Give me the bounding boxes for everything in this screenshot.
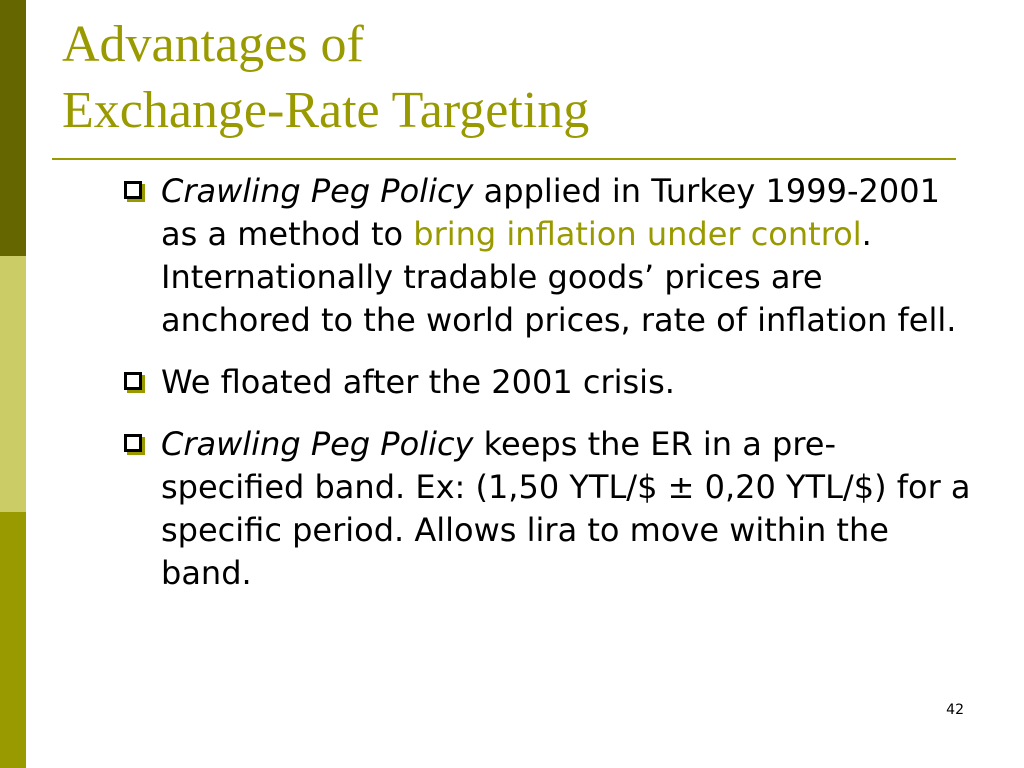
title-divider: [52, 158, 956, 160]
square-bullet-icon: [124, 372, 142, 390]
bullet-item-crawling-peg-turkey: [122, 170, 972, 342]
bullet-highlight: bring inflation under control: [413, 215, 862, 253]
slide-title-line-1: Advantages of: [62, 16, 364, 73]
slide-title-line-2: Exchange-Rate Targeting: [62, 82, 590, 139]
slide-title: [62, 12, 962, 144]
sidebar-stripe-light: [0, 256, 26, 512]
page-number: 42: [946, 702, 964, 718]
bullet-text: applied in Turkey 1999-2001 as a method to: [161, 172, 940, 253]
bullet-text: . Internationally tradable goods’ prices are anchored to the world prices, rate of inflation fell.: [161, 215, 957, 339]
square-bullet-icon: [124, 434, 142, 452]
bullet-item-crawling-peg-band: [122, 423, 972, 595]
bullet-text: keeps the ER in a pre-specified band. Ex: (1,50 YTL/$ ± 0,20 YTL/$) for a specific period. Allows lira to move within the band.: [161, 425, 971, 592]
bullet-item-floated: [122, 361, 972, 404]
sidebar-stripe-mid: [0, 512, 26, 768]
bullet-term: Crawling Peg Policy: [161, 425, 474, 463]
bullet-term: Crawling Peg Policy: [161, 172, 474, 210]
sidebar-stripe-dark: [0, 0, 26, 256]
bullet-text: We floated after the 2001 crisis.: [161, 363, 675, 401]
bullet-list: [122, 170, 972, 614]
square-bullet-icon: [124, 181, 142, 199]
